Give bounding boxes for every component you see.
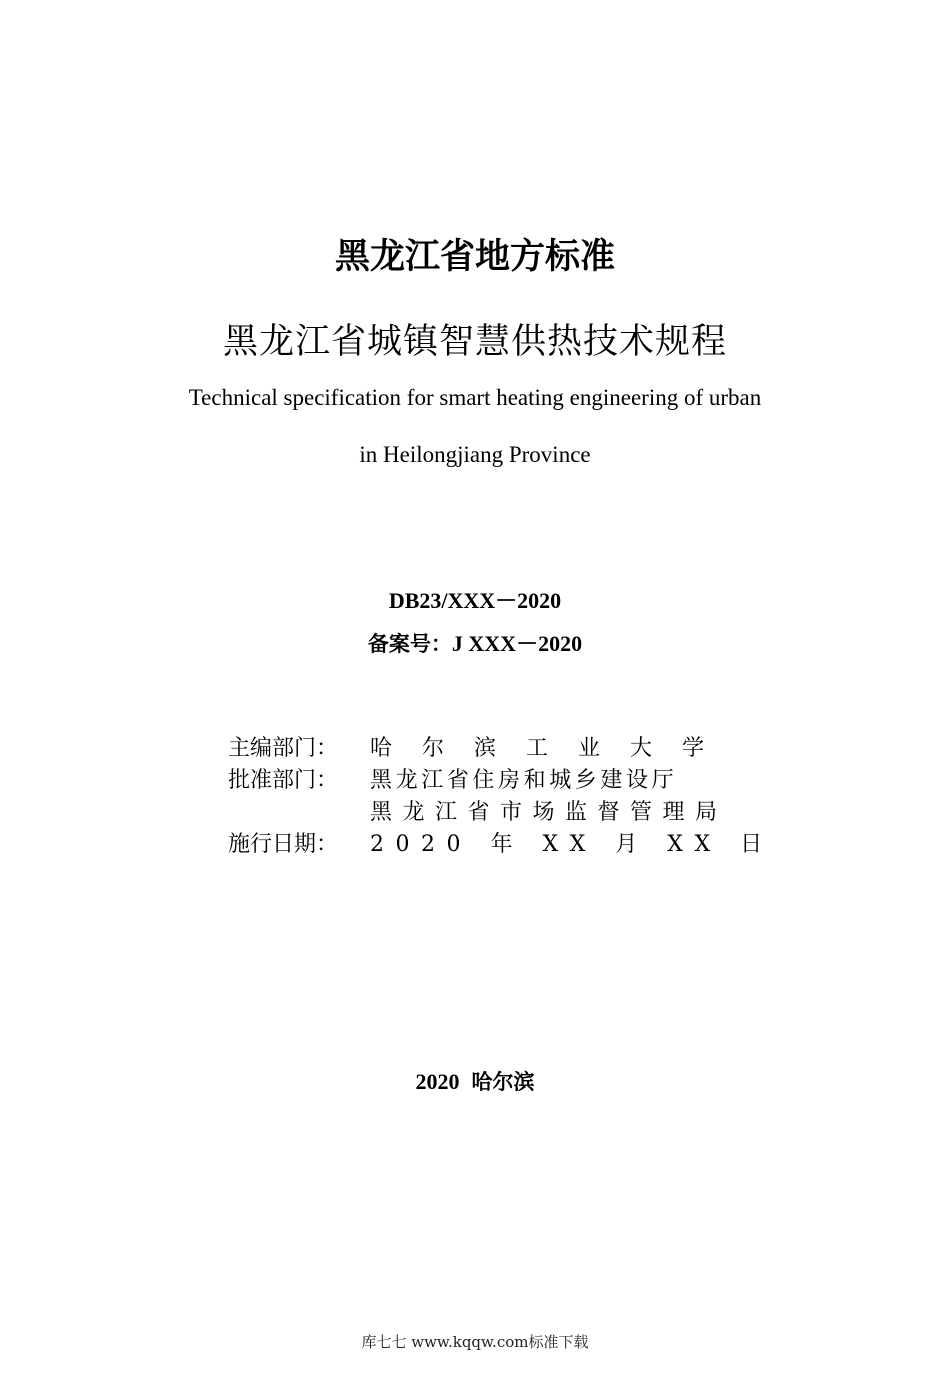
standard-category: 黑龙江省地方标准 [334,237,615,277]
info-row-date [228,829,774,861]
publication-city: 哈尔滨 [471,1070,535,1094]
footer-watermark: 库七七 www.kqqw.com标准下载 [361,1333,589,1351]
document-title-en-line2: in Heilongjiang Province [359,442,591,467]
approver-label: 批准部门： [228,768,339,793]
info-row-editor [228,733,735,765]
record-label: 备案号： [367,632,452,656]
approver-label-spacer [228,797,370,829]
date-value: 2020 年 XX 月 XX 日 [370,832,774,857]
record-number: J XXX－2020 [451,631,583,656]
editor-value: 哈尔滨工业大学 [370,736,735,761]
date-label: 施行日期： [228,832,339,857]
publication-year: 2020 [415,1069,460,1094]
info-row-approver-2 [228,797,728,829]
standard-code: DB23/XXX－2020 [388,588,562,613]
info-block [228,733,774,861]
info-row-approver [228,765,708,797]
approver-value-2: 黑龙江省市场监督管理局 [370,800,728,825]
publication-place [0,1066,950,1096]
record-number-line [0,627,950,658]
editor-label: 主编部门： [228,736,339,761]
document-title-en-line1: Technical specification for smart heating engineering of urban [188,385,762,410]
document-title-zh: 黑龙江省城镇智慧供热技术规程 [222,322,727,362]
approver-value-1: 黑龙江省住房和城乡建设厅 [370,768,678,793]
